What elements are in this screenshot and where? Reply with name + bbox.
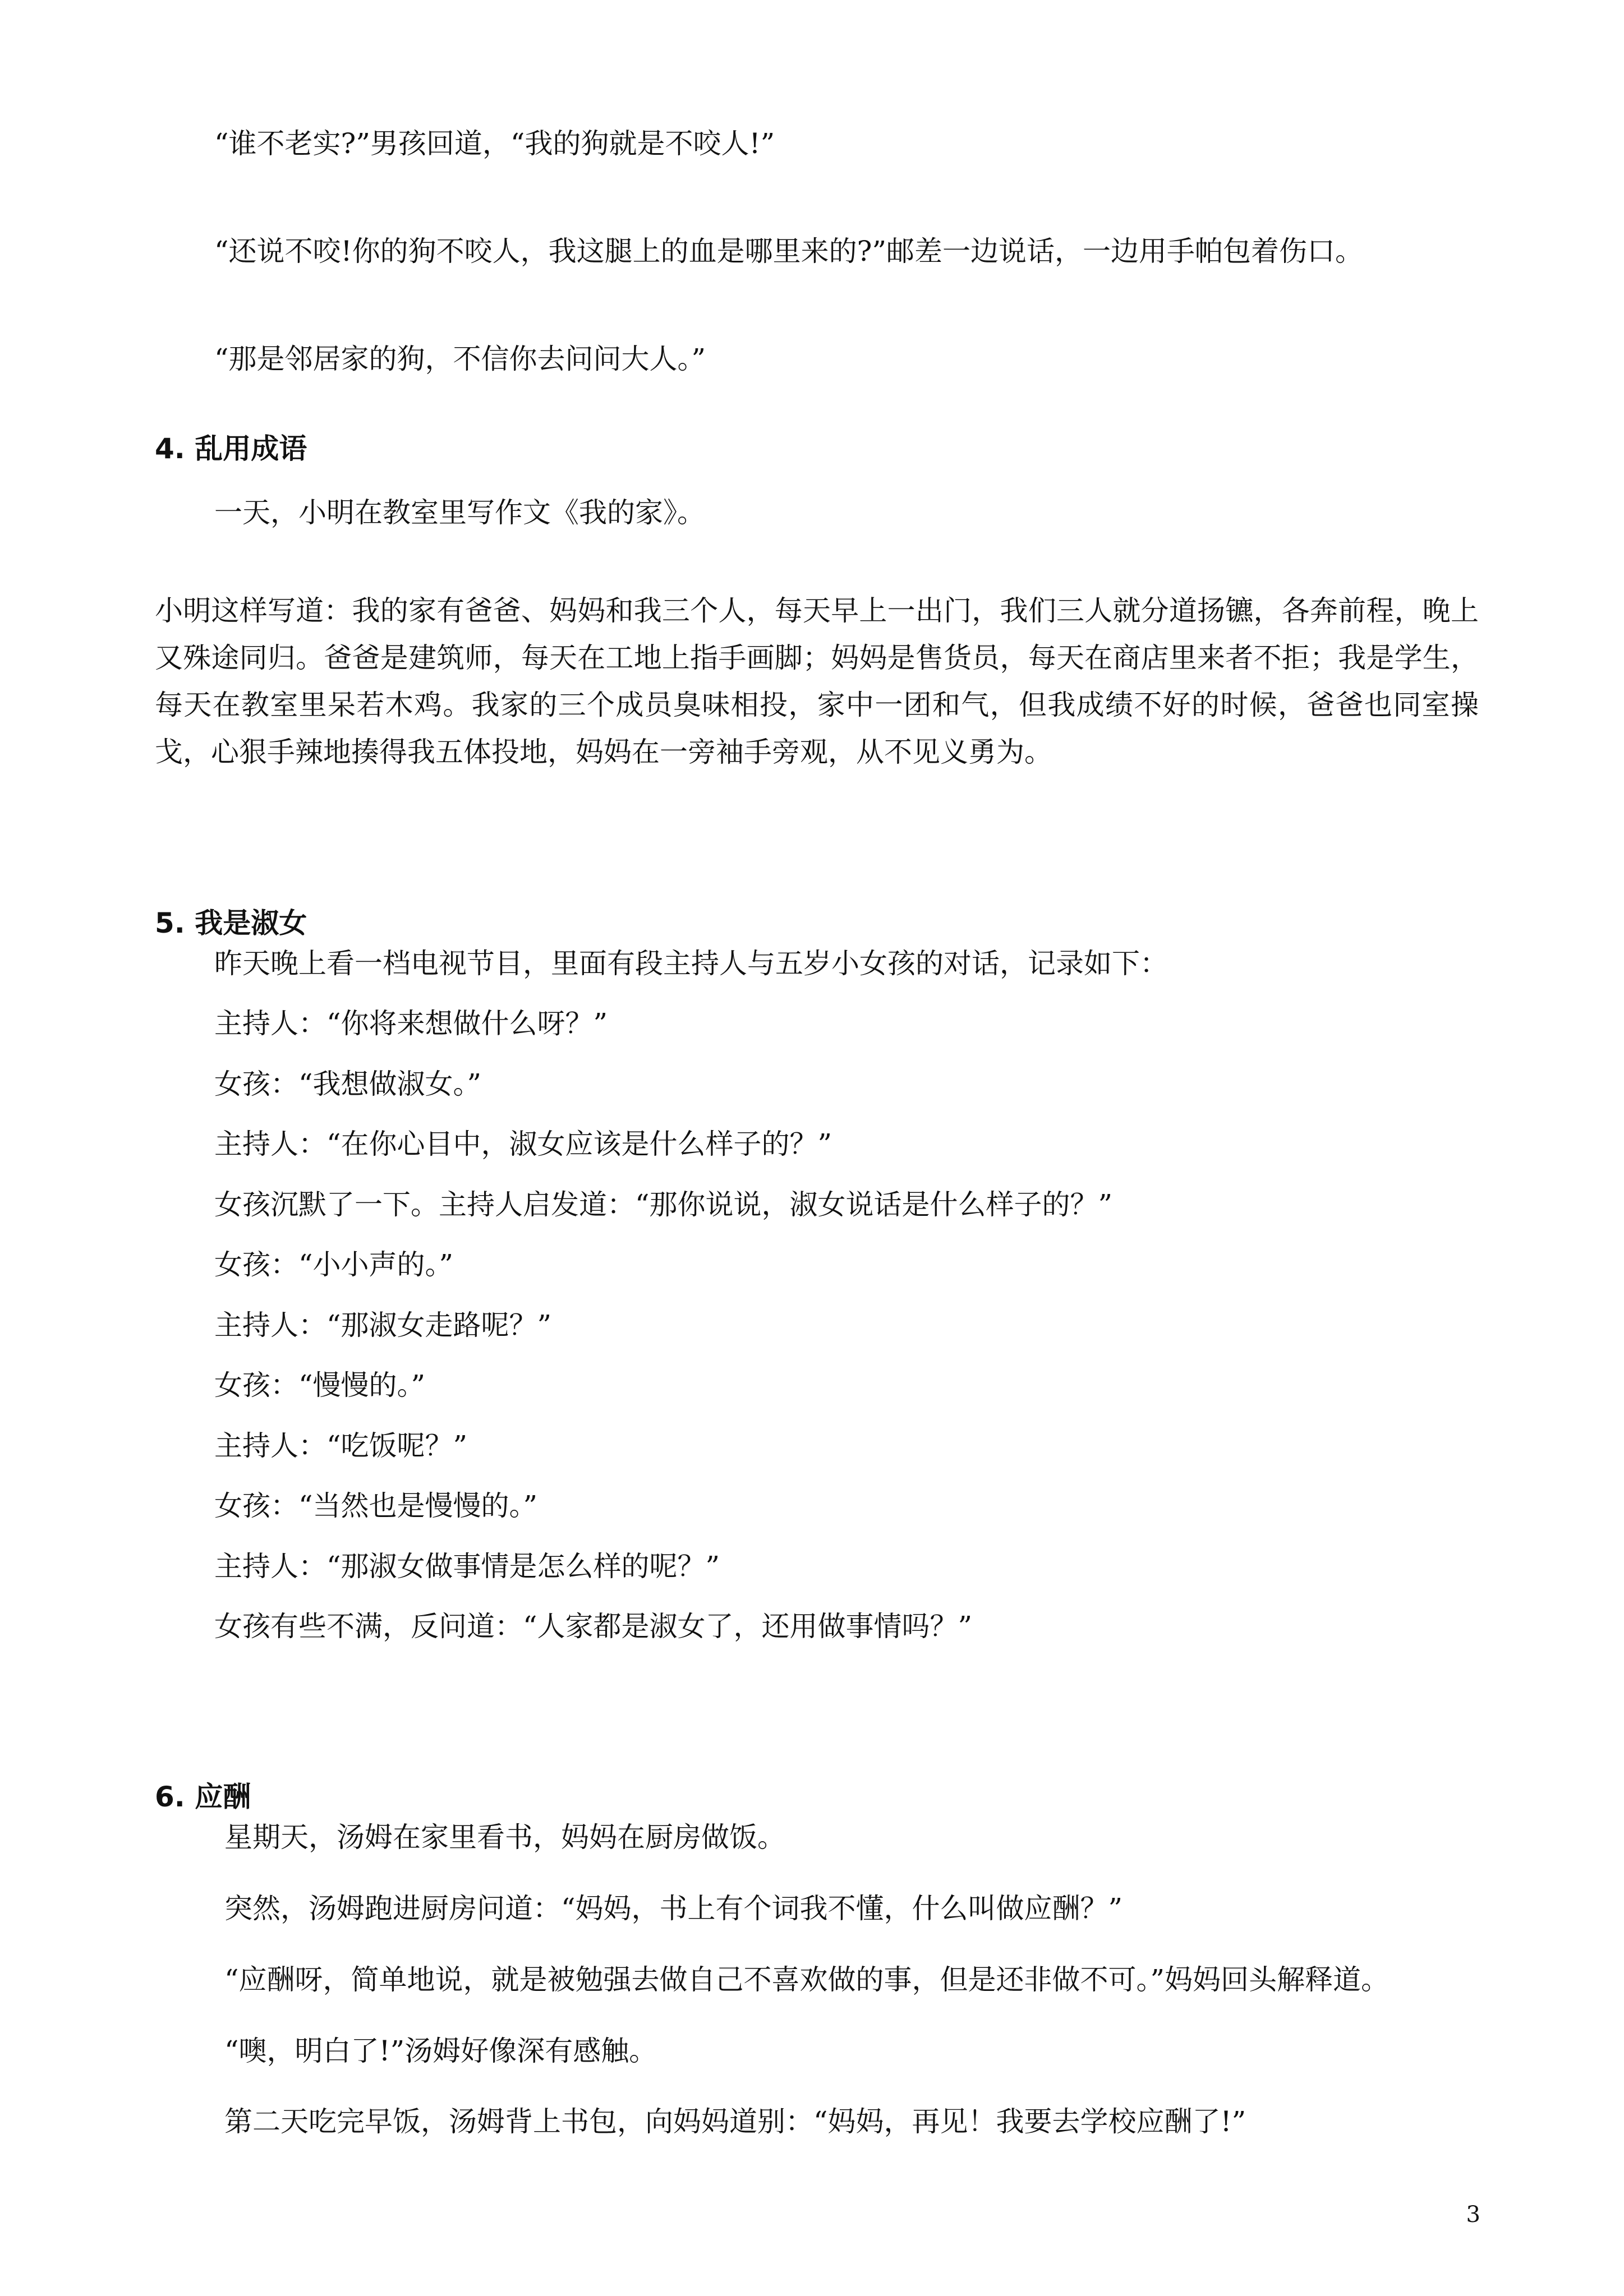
section-title: 5. 我是淑女 (155, 907, 307, 939)
paragraph-line: “还说不咬!你的狗不咬人，我这腿上的血是哪里来的?”邮差一边说话，一边用手帕包着伤口。 (214, 235, 1364, 268)
paragraph-line: “那是邻居家的狗，不信你去问问大人。” (214, 343, 706, 375)
paragraph-line: “谁不老实?”男孩回道，“我的狗就是不咬人!” (214, 127, 775, 160)
dialogue-line: 主持人：“那淑女做事情是怎么样的呢？” (214, 1550, 720, 1583)
section-title: 4. 乱用成语 (155, 432, 307, 465)
paragraph-line: “应酬呀，简单地说，就是被勉强去做自己不喜欢做的事，但是还非做不可。”妈妈回头解释道。 (224, 1963, 1390, 1996)
dialogue-line: 女孩：“慢慢的。” (214, 1369, 426, 1401)
dialogue-line: 女孩有些不满，反问道：“人家都是淑女了，还用做事情吗？” (214, 1610, 973, 1643)
paragraph-line: 突然，汤姆跑进厨房问道：“妈妈，书上有个词我不懂，什么叫做应酬？” (224, 1892, 1123, 1925)
paragraph-line: 星期天，汤姆在家里看书，妈妈在厨房做饭。 (224, 1821, 785, 1854)
section-title: 6. 应酬 (155, 1781, 251, 1813)
dialogue-line: 主持人：“在你心目中，淑女应该是什么样子的？” (214, 1128, 832, 1160)
paragraph-line: “噢，明白了!”汤姆好像深有感触。 (224, 2035, 657, 2067)
dialogue-line: 主持人：“那淑女走路呢？” (214, 1309, 552, 1341)
paragraph-line: 第二天吃完早饭，汤姆背上书包，向妈妈道别：“妈妈，再见！我要去学校应酬了!” (224, 2105, 1246, 2138)
dialogue-line: 主持人：“吃饭呢？” (214, 1430, 468, 1462)
paragraph-line: 昨天晚上看一档电视节目，里面有段主持人与五岁小女孩的对话，记录如下： (214, 947, 1168, 980)
dialogue-line: 女孩：“我想做淑女。” (214, 1068, 482, 1100)
dialogue-line: 女孩：“小小声的。” (214, 1248, 454, 1281)
dialogue-line: 主持人：“你将来想做什么呀？” (214, 1007, 608, 1040)
paragraph-line: 一天，小明在教室里写作文《我的家》。 (214, 496, 705, 529)
page-number: 3 (1466, 2202, 1480, 2228)
dialogue-line: 女孩沉默了一下。主持人启发道：“那你说说，淑女说话是什么样子的？” (214, 1188, 1113, 1221)
dialogue-line: 女孩：“当然也是慢慢的。” (214, 1490, 538, 1522)
paragraph: 小明这样写道：我的家有爸爸、妈妈和我三个人，每天早上一出门，我们三人就分道扬镳，各奔前程，晚上又殊途同归。爸爸是建筑师，每天在工地上指手画脚；妈妈是售货员，每天在商店里来者不拒；我是学生，每天在教室里呆若木鸡。我家的三个成员臭味相投，家中一团和气，但我成绩不好的时候，爸爸也同室操戈，心狠手辣地揍得我五体投地，妈妈在一旁袖手旁观，从不见义勇为。 (155, 594, 1479, 768)
